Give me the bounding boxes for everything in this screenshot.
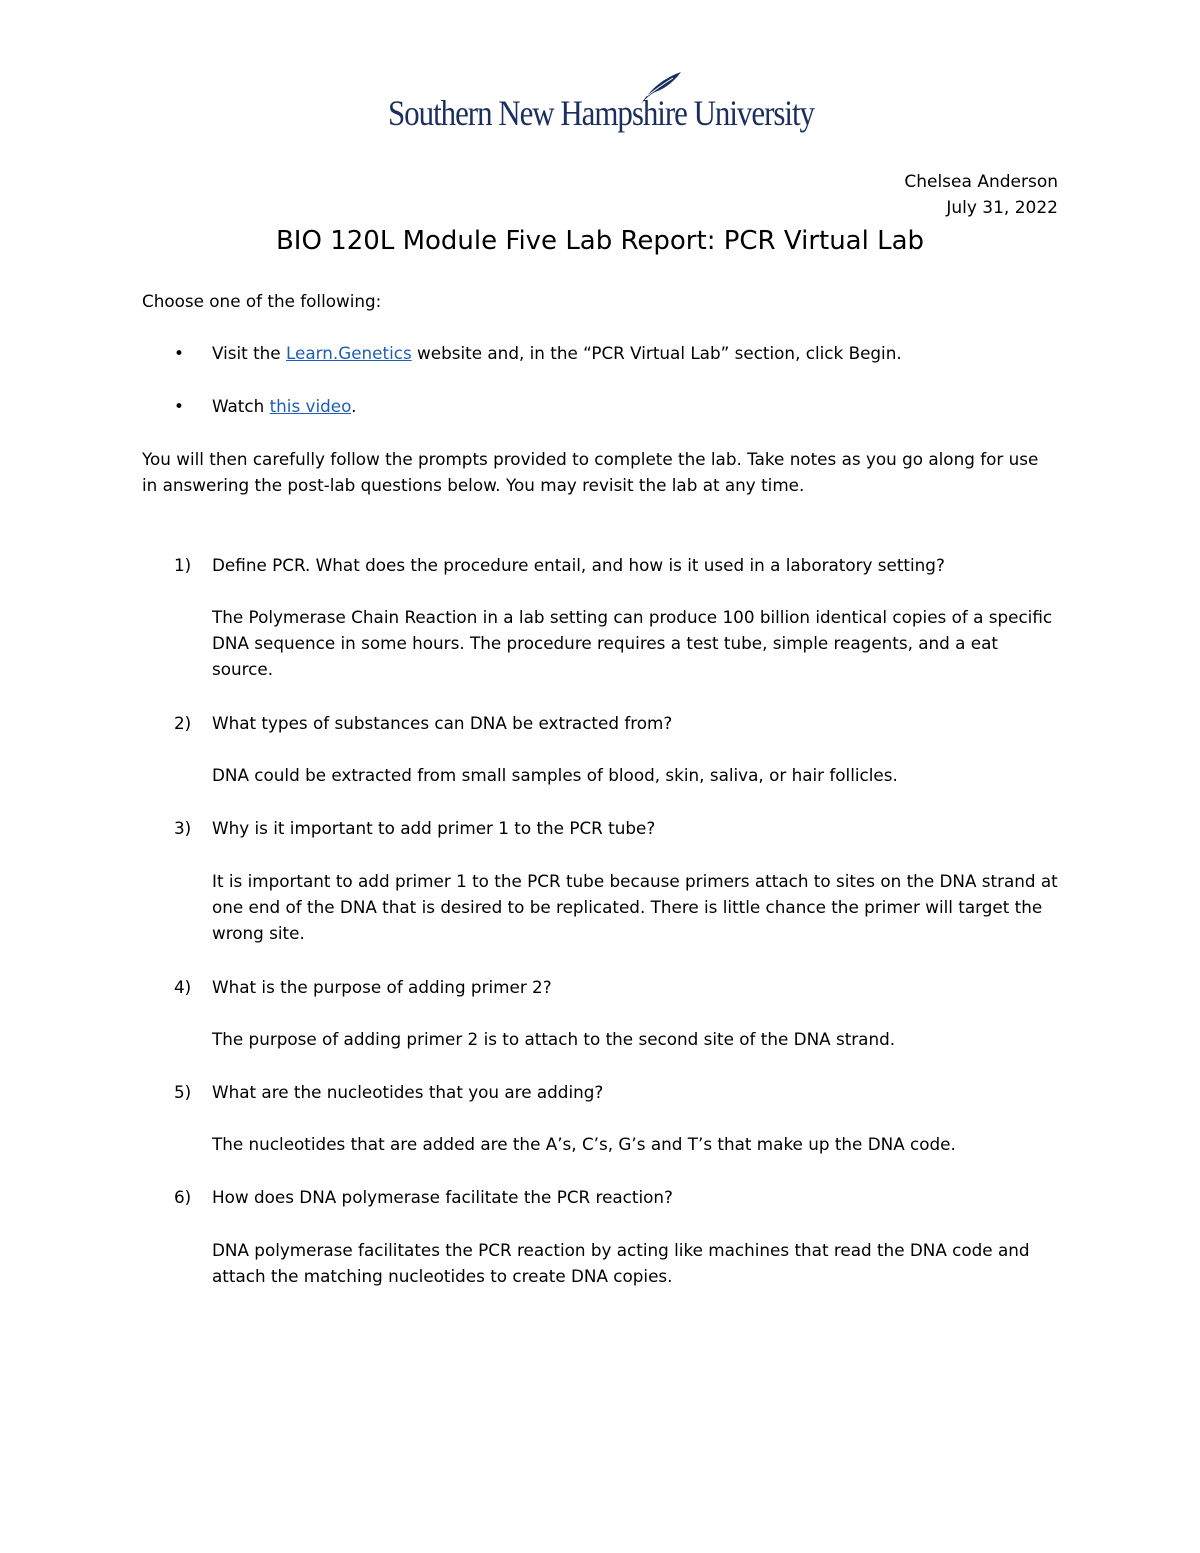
page-title: BIO 120L Module Five Lab Report: PCR Virtual Lab	[275, 226, 925, 256]
answer-text: The purpose of adding primer 2 is to attach to the second site of the DNA strand.	[212, 1029, 896, 1049]
intro-paragraph: You will then carefully follow the prompts provided to complete the lab. Take notes as you go along for use in answering the post-lab questions below. You may revisit the lab at any time.	[142, 449, 1039, 495]
answer-text: It is important to add primer 1 to the PCR tube because primers attach to sites on the DNA strand at one end of the DNA that is desired to be replicated. There is little chance the primer will target the wrong site.	[212, 871, 1058, 943]
choose-instruction: Choose one of the following:	[142, 291, 382, 311]
question-number: 4)	[174, 977, 192, 997]
bullet-icon: •	[174, 343, 184, 363]
bullet-text-before: Watch	[212, 396, 270, 416]
question-number: 2)	[174, 713, 192, 733]
question-text: What is the purpose of adding primer 2?	[212, 977, 552, 997]
question-number: 5)	[174, 1082, 192, 1102]
learn-genetics-link[interactable]: Learn.Genetics	[285, 343, 412, 363]
question-text: Why is it important to add primer 1 to the PCR tube?	[212, 818, 656, 838]
bullet-text-after: website and, in the “PCR Virtual Lab” section, click Begin.	[411, 343, 902, 363]
bullet-text-after: .	[351, 396, 357, 416]
question-text: How does DNA polymerase facilitate the PCR reaction?	[212, 1187, 673, 1207]
bullet-text	[212, 340, 902, 366]
question-text: What types of substances can DNA be extracted from?	[212, 713, 673, 733]
answer-text: The nucleotides that are added are the A’s, C’s, G’s and T’s that make up the DNA code.	[212, 1134, 956, 1154]
answer-text: DNA could be extracted from small samples of blood, skin, saliva, or hair follicles.	[212, 765, 898, 785]
question-number: 6)	[174, 1187, 192, 1207]
video-link[interactable]: this video	[269, 396, 352, 416]
answer-text: DNA polymerase facilitates the PCR reaction by acting like machines that read the DNA code and attach the matching nucleotides to create DNA copies.	[212, 1240, 1030, 1286]
bullet-text	[212, 393, 356, 419]
bullet-text-before: Visit the	[212, 343, 286, 363]
question-text: What are the nucleotides that you are adding?	[212, 1082, 604, 1102]
question-number: 3)	[174, 818, 192, 838]
logo-text: Southern New Hampshire University	[388, 93, 814, 133]
bullet-icon: •	[174, 396, 184, 416]
answer-text: The Polymerase Chain Reaction in a lab setting can produce 100 billion identical copies of a specific DNA sequence in some hours. The procedure requires a test tube, simple reagents, and a eat source.	[212, 607, 1053, 679]
university-logo	[388, 70, 814, 136]
question-text: Define PCR. What does the procedure entail, and how is it used in a laboratory setting?	[212, 555, 945, 575]
report-date: July 31, 2022	[946, 198, 1058, 218]
question-number: 1)	[174, 555, 192, 575]
author-name: Chelsea Anderson	[904, 172, 1058, 192]
